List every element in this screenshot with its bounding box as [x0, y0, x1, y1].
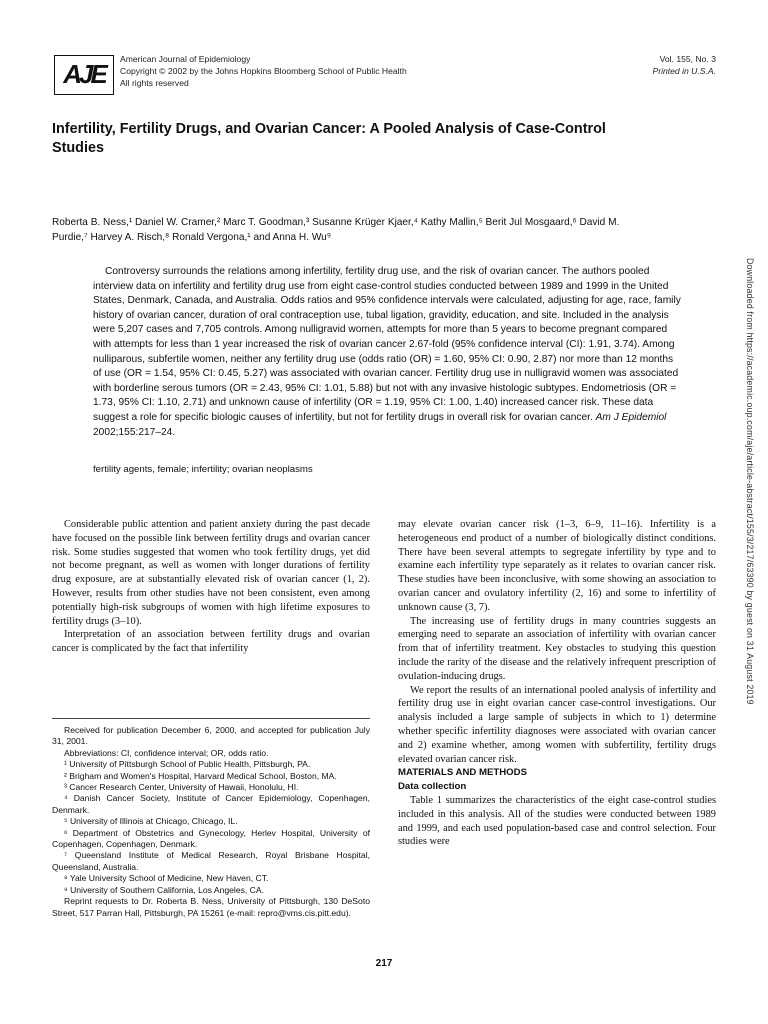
body-paragraph: may elevate ovarian cancer risk (1–3, 6–9, 11–16). Infertility is a heterogeneous end product of a number of biologically distinct conditions. There have been several attempts to segregate infertility by type and to examine each infertility type separately as it relates to ovarian cancer risk. These studies have been inconclusive, with some showing an association to ovarian cancer and ovulatory infertility (2, 16) and some to infertility of unknown cause (3, 7). — [398, 519, 716, 613]
footnote-affiliation: ⁹ University of Southern California, Los Angeles, CA. — [64, 884, 265, 895]
footnotes — [52, 718, 370, 919]
footnote-affiliation: ⁶ Department of Obstetrics and Gynecology, Herlev Hospital, University of Copenhagen, Copenhagen, Denmark. — [52, 827, 370, 850]
journal-info — [120, 53, 407, 89]
body-column-left — [52, 518, 370, 656]
body-paragraph: Table 1 summarizes the characteristics of the eight case-control studies included in this analysis. All of the studies were conducted between 1989 and 1999, and each used population-based case and control selection. Four studies were — [398, 794, 716, 848]
citation-journal: Am J Epidemiol — [595, 411, 667, 423]
abstract-text: Controversy surrounds the relations among infertility, fertility drug use, and the risk of ovarian cancer. The authors pooled interview data on infertility and fertility drug use from eight case-control studies conducted between 1989 and 1999 in the United States, Denmark, Canada, and Australia. Odds ratios and 95% confidence intervals were calculated, adjusting for age, race, family history of ovarian cancer, duration of oral contraception use, tubal ligation, gravidity, education, and site. Included in the analysis were 5,207 cases and 7,705 controls. Among nulligravid women, attempts for more than 5 years to become pregnant compared with attempts for less than 1 year increased the risk of ovarian cancer 2.67-fold (95% confidence interval (CI): 1.91, 3.74). Among nulliparous, subfertile women, neither any fertility drug use (odds ratio (OR) = 1.60, 95% CI: 0.90, 2.87) nor more than 12 months of use (OR = 1.54, 95% CI: 0.45, 5.27) was associated with ovarian cancer. Fertility drug use in nulligravid women was associated with borderline serous tumors (OR = 2.43, 95% CI: 1.01, 5.88) but not with any invasive histologic subtypes. Endometriosis (OR = 1.73, 95% CI: 1.10, 2.71) and unknown cause of infertility (OR = 1.19, 95% CI: 1.00, 1.40) increased cancer risk. These data suggest a role for specific biologic causes of infertility, but not for fertility drugs in overall risk for ovarian cancer. — [93, 266, 681, 423]
body-paragraph: The increasing use of fertility drugs in many countries suggests an emerging need to separate an association of infertility with ovarian cancer from that of infertility treatment. Key obstacles to studying this question include the rarity of the disease and the relatively infrequent prescription of ovulation-inducing drugs. — [398, 615, 716, 682]
subsection-heading-data-collection: Data collection — [398, 781, 467, 793]
page-number: 217 — [375, 958, 393, 969]
printed-in: Printed in U.S.A. — [652, 66, 716, 76]
footnote-affiliation: ⁴ Danish Cancer Society, Institute of Cancer Epidemiology, Copenhagen, Denmark. — [52, 793, 370, 815]
footnote-abbreviations: Abbreviations: CI, confidence interval; OR, odds ratio. — [64, 747, 269, 758]
footnote-received: Received for publication December 6, 2000, and accepted for publication July 31, 2001. — [52, 725, 370, 747]
author-list: Roberta B. Ness,¹ Daniel W. Cramer,² Marc T. Goodman,³ Susanne Krüger Kjaer,⁴ Kathy Mallin,⁵ Berit Jul Mosgaard,⁶ David M. Purdie,⁷ Harvey A. Risch,⁸ Ronald Vergona,¹ and Anna H. Wu⁹ — [52, 217, 620, 243]
volume-number: Vol. 155, No. 3 — [659, 54, 716, 64]
citation-details: 2002;155:217–24. — [93, 426, 176, 438]
footnote-affiliation: ⁵ University of Illinois at Chicago, Chicago, IL. — [64, 816, 238, 827]
footnote-reprint-requests: Reprint requests to Dr. Roberta B. Ness, University of Pittsburgh, 130 DeSoto Street, 517 Parran Hall, Pittsburgh, PA 15261 (e-mail: repro@vms.cis.pitt.edu). — [52, 896, 370, 918]
abstract — [93, 265, 683, 440]
download-watermark — [741, 258, 755, 778]
footnote-affiliation: ³ Cancer Research Center, University of Hawaii, Honolulu, HI. — [64, 782, 299, 793]
footnote-affiliation: ¹ University of Pittsburgh School of Public Health, Pittsburgh, PA. — [64, 759, 311, 770]
footnote-affiliation: ⁷ Queensland Institute of Medical Research, Royal Brisbane Hospital, Queensland, Australia. — [52, 850, 370, 872]
section-heading-methods: MATERIALS AND METHODS — [398, 767, 527, 779]
journal-logo-text: AJE — [63, 59, 105, 89]
journal-name: American Journal of Epidemiology — [120, 54, 251, 64]
body-column-right — [398, 518, 716, 849]
footnote-affiliation: ² Brigham and Women's Hospital, Harvard Medical School, Boston, MA. — [64, 770, 337, 781]
journal-logo — [54, 55, 114, 95]
keywords: fertility agents, female; infertility; ovarian neoplasms — [93, 464, 313, 475]
journal-header — [52, 53, 716, 103]
copyright-line: Copyright © 2002 by the Johns Hopkins Bloomberg School of Public Health — [120, 66, 407, 76]
article-title: Infertility, Fertility Drugs, and Ovarian Cancer: A Pooled Analysis of Case-Control Studies — [52, 121, 606, 156]
body-paragraph: Considerable public attention and patient anxiety during the past decade have focused on the possible link between fertility drugs and ovarian cancer risk. Some studies suggested that women who took fertility drugs, yet did not become pregnant, as well as women with longer durations of fertility drug exposure, are at substantially elevated risk of ovarian cancer (1, 2). However, results from other studies have not been consistent, even among potentially high-risk subgroups of women with high lifetime exposures to fertility drugs (3–10). — [52, 519, 370, 627]
volume-info — [652, 53, 716, 77]
body-paragraph: Interpretation of an association between fertility drugs and ovarian cancer is complicated by the fact that infertility — [52, 629, 370, 655]
body-paragraph: We report the results of an international pooled analysis of infertility and fertility drug use in eight ovarian cancer case-control investigations. Our analysis included a large sample of subjects in which to 1) determine whether specific infertility diagnoses were associated with ovarian cancer and 2) examine whether, among women with subfertility, fertility drugs elevated ovarian cancer risk. — [398, 684, 716, 765]
download-watermark-text: Downloaded from https://academic.oup.com/aje/article-abstract/155/3/217/63390 by guest on 31 August 2019 — [745, 258, 755, 705]
rights-line: All rights reserved — [120, 78, 189, 88]
footnote-affiliation: ⁸ Yale University School of Medicine, New Haven, CT. — [64, 873, 269, 884]
